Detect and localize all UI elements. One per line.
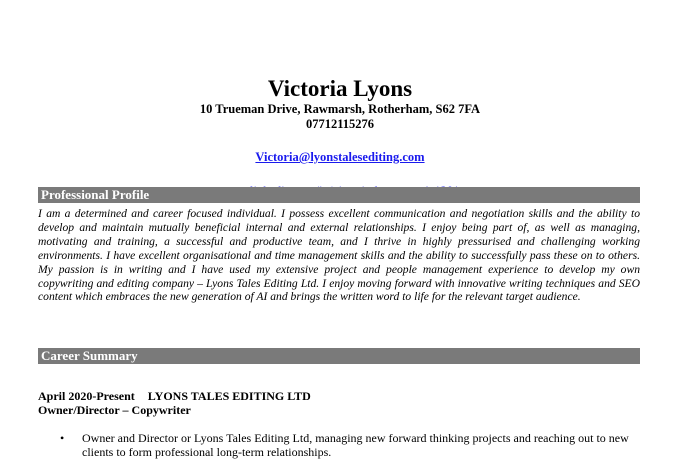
candidate-name: Victoria Lyons <box>267 76 413 101</box>
section-heading-professional-profile: Professional Profile <box>38 187 640 203</box>
job-role: Owner/Director – Copywriter <box>38 403 191 417</box>
job-header <box>38 389 640 403</box>
profile-paragraph: I am a determined and career focused individual. I possess excellent communication and negotiation skills and the ability to develop and maintain mutually beneficial internal and external relationships. I enjoy being part of, as well as managing, motivating and training, a successful and productive team, and I thrive in highly pressurised and challenging working environments. I have excellent organisational and time management skills and the ability to successfully pass these on to others. My passion is in writing and I have used my extensive project and people management experience to develop my own copywriting and editing company – Lyons Tales Editing Ltd. I enjoy moving forward with innovative writing techniques and SEO content which embraces the new generation of AI and brings the written word to life for the relevant target audience. <box>38 207 640 304</box>
email-link[interactable]: Victoria@lyonstalesediting.com <box>255 150 425 164</box>
section-heading-career-summary: Career Summary <box>38 348 640 364</box>
cv-header <box>0 76 680 200</box>
list-item <box>38 431 640 459</box>
phone-number: 07712115276 <box>305 117 375 131</box>
bullet-icon: • <box>60 431 65 445</box>
job-dates: April 2020-Present <box>38 389 135 403</box>
address: 10 Trueman Drive, Rawmarsh, Rotherham, S62 7FA <box>199 102 481 116</box>
job-bullet-list <box>38 431 640 459</box>
job-company: LYONS TALES EDITING LTD <box>147 389 311 403</box>
bullet-text: Owner and Director or Lyons Tales Editing Ltd, managing new forward thinking projects and reaching out to new clients to form professional long-term relationships. <box>82 431 629 459</box>
